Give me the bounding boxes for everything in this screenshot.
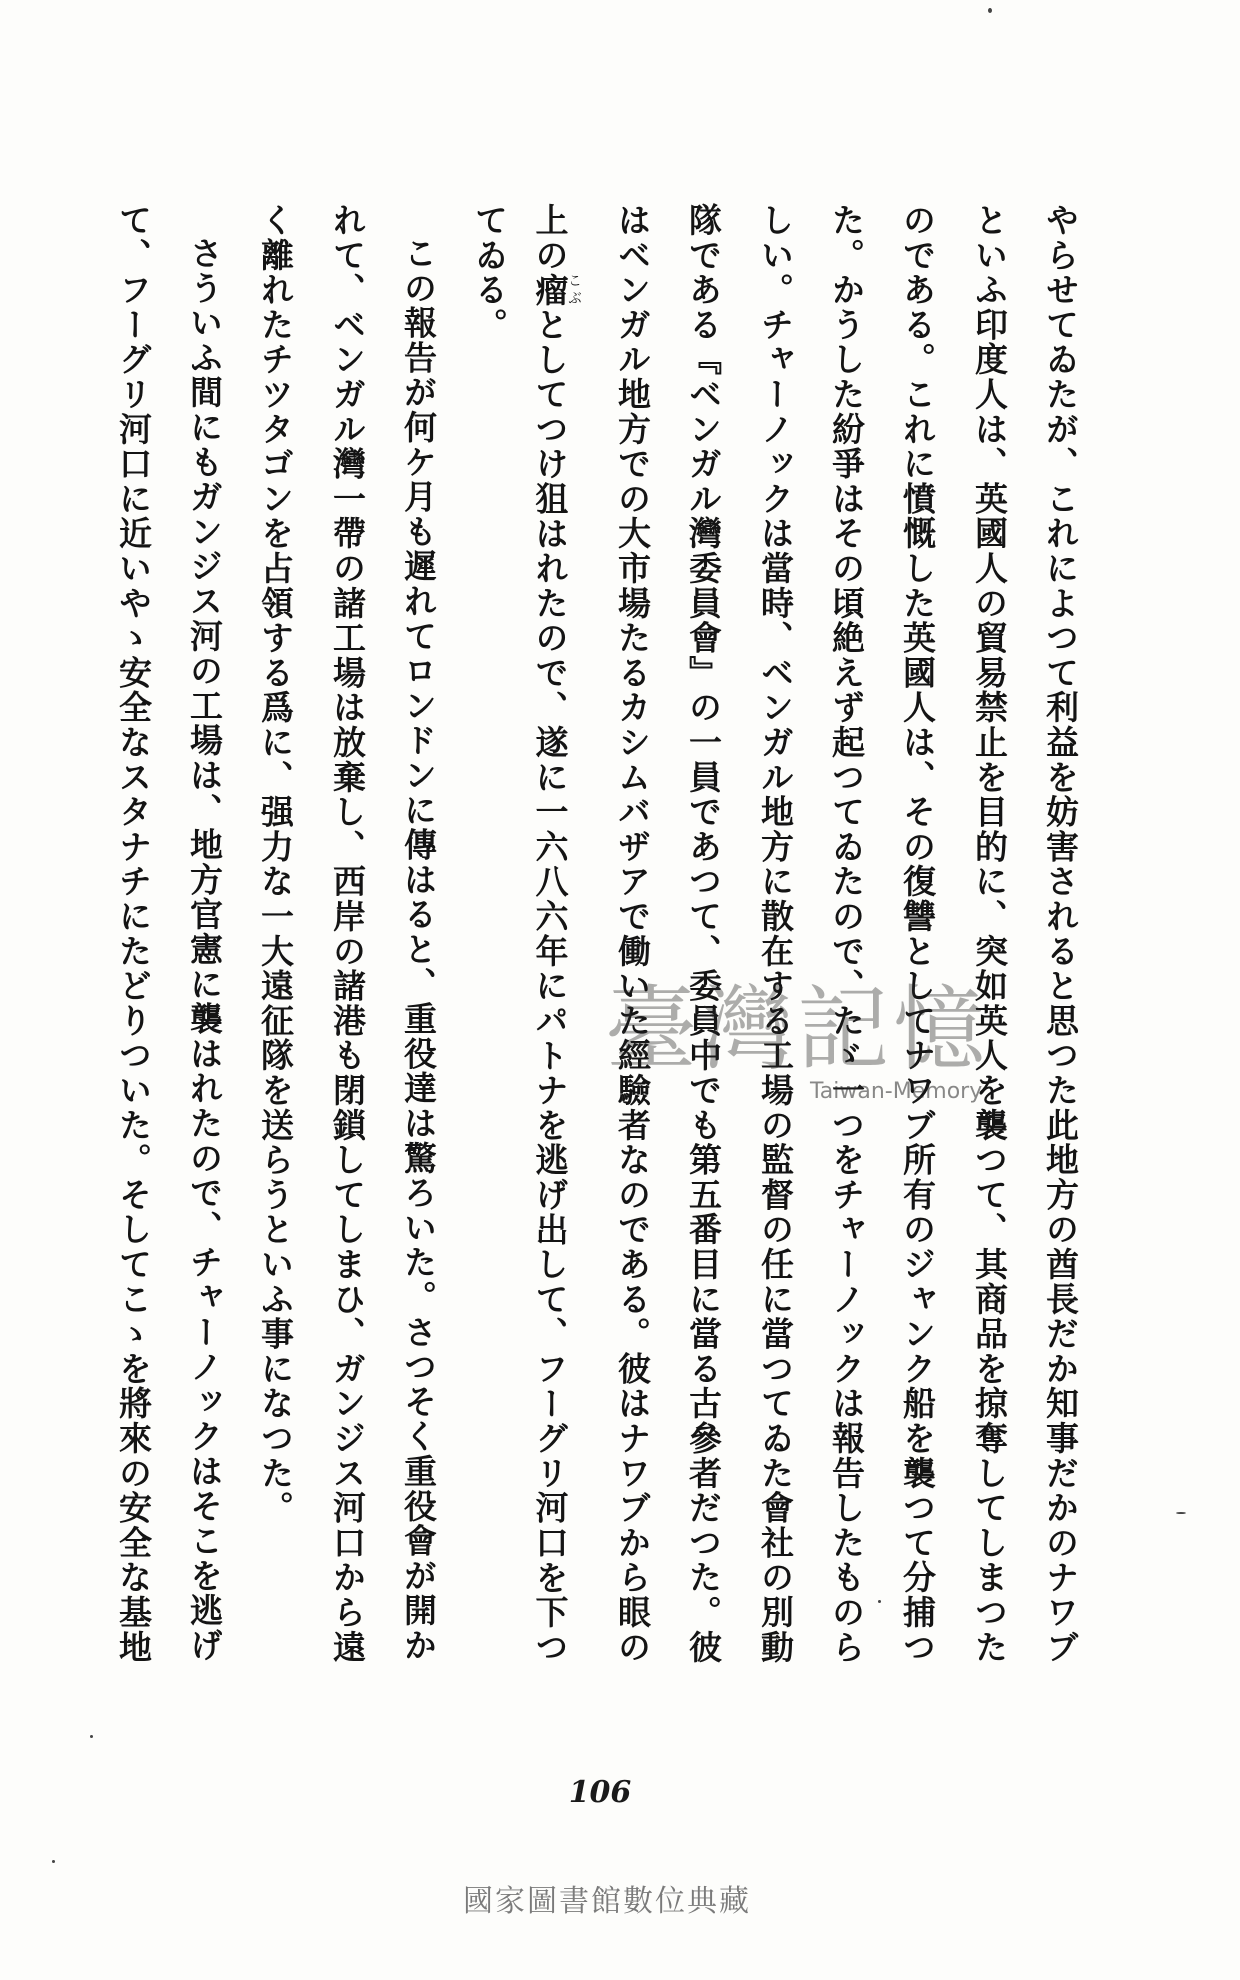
text-column-14: て、フーグリ河口に近いやゝ安全なスタナチにたどりついた。そしてこゝを將來の安全な基地 [114, 203, 153, 1665]
text-column-12: く離れたチツタゴンを占領する爲に、强力な一大遠征隊を送らうといふ事になつた。 [256, 203, 295, 1526]
text-column-13: さういふ間にもガンジス河の工場は、地方官憲に襲はれたので、チャーノックはそこを逃げ [185, 236, 224, 1663]
text-column-4: た。かうした紛爭はその頃絶えず起つてゐたので、たゞ一つをチャーノックは報告したものら [827, 203, 866, 1665]
text-column-10: この報告が何ケ月も遲れてロンドンに傳はると、重役達は驚ろいた。さつそく重役會が開か [399, 236, 438, 1663]
text-column-7: はベンガル地方での大市場たるカシムバザアで働いた經驗者なのである。彼はナワブから眼の [613, 203, 652, 1665]
scan-speck [52, 1860, 55, 1863]
watermark-title: 臺灣記憶 [605, 976, 990, 1083]
text-column-9: てゐる。 [470, 203, 509, 343]
text-column-8-start: 上の [530, 203, 570, 273]
scan-speck [90, 1735, 93, 1738]
ruby-annotation [530, 272, 582, 308]
text-column-8-end: としてつけ狙はれたので、遂に一六八六年にパトナを逃げ出して、フーグリ河口を下つ [530, 307, 570, 1665]
ruby-base: 瘤 [530, 272, 570, 308]
watermark-subtitle: Taiwan-Memory [810, 1079, 983, 1104]
text-column-11: れて、ベンガル灣一帶の諸工場は放棄し、西岸の諸港も閉鎖してしまひ、ガンジス河口から遠 [328, 203, 367, 1665]
text-column-2: といふ印度人は、英國人の貿易禁止を目的に、突如英人を襲つて、其商品を掠奪してしまつた [970, 203, 1009, 1665]
archive-footer: 國家圖書館數位典藏 [463, 1884, 751, 1919]
watermark [605, 975, 1015, 1115]
scan-speck [1176, 1512, 1186, 1514]
text-column-3: のである。これに憤慨した英國人は、その復讐としてナワブ所有のジャンク船を襲つて分捕つ [898, 203, 937, 1665]
page-number: 106 [568, 1775, 632, 1810]
scan-speck [988, 8, 992, 13]
text-column-8 [530, 203, 582, 1743]
scan-speck [878, 1600, 881, 1603]
ruby-reading: こぶ [566, 272, 582, 308]
text-column-6: 隊である『ベンガル灣委員會』の一員であつて、委員中でも第五番目に當る古參者だつた。彼 [684, 203, 723, 1665]
text-column-5: しい。チャーノックは當時、ベンガル地方に散在する工場の監督の任に當つてゐた會社の別動 [756, 203, 795, 1665]
text-column-1: やらせてゐたが、これによつて利益を妨害されると思つた此地方の酋長だか知事だかのナワブ [1041, 203, 1080, 1665]
